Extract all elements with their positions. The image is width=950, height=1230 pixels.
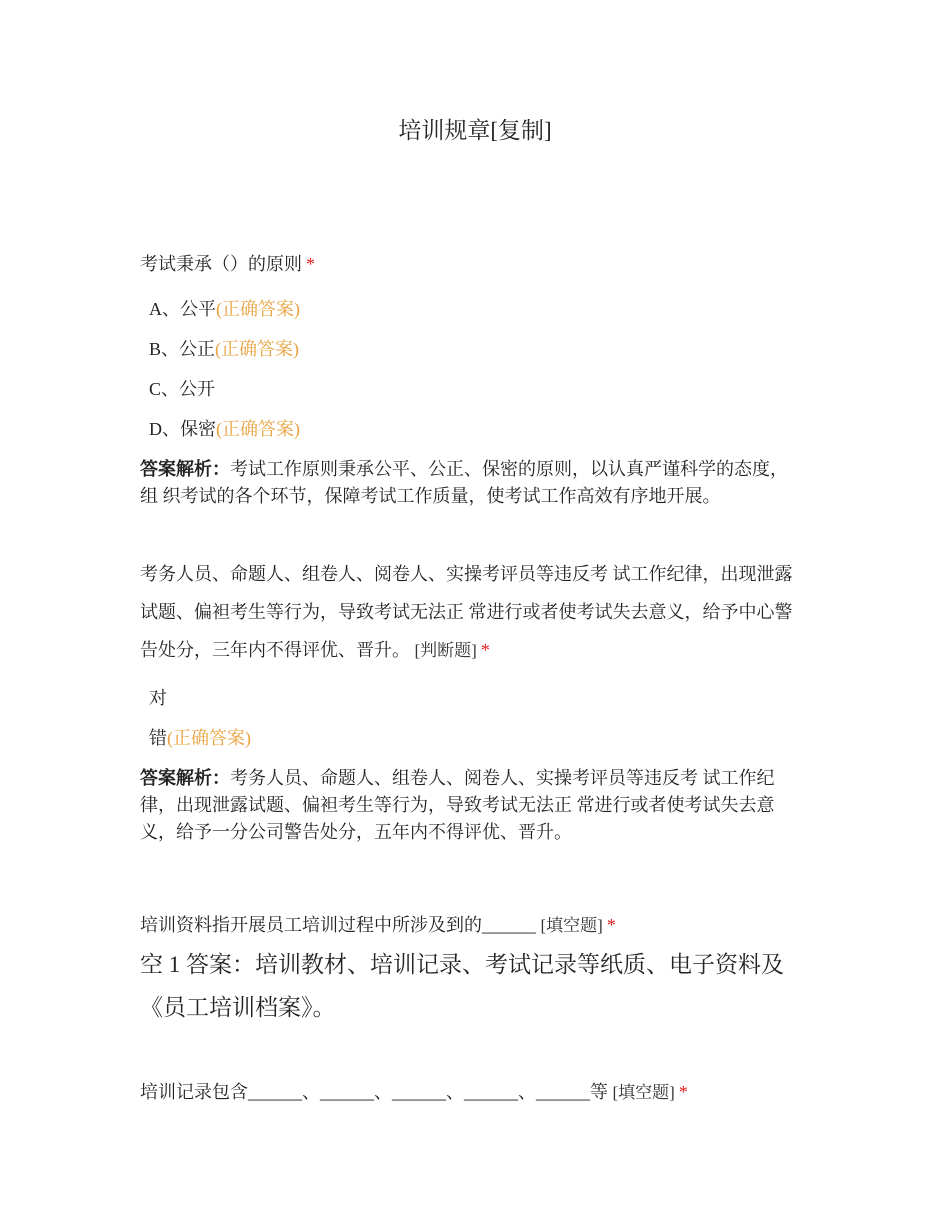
question-text: 培训记录包含______、______、______、______、______等 [填空题] * bbox=[140, 1082, 688, 1102]
fill-blank-answer: 空 1 答案：培训教材、培训记录、考试记录等纸质、电子资料及《员工培训档案》。 bbox=[140, 952, 784, 1020]
analysis-label: 答案解析： bbox=[140, 768, 230, 788]
correct-answer-mark: (正确答案) bbox=[215, 339, 300, 359]
required-mark: * bbox=[678, 1082, 688, 1102]
correct-answer-mark: (正确答案) bbox=[216, 419, 300, 439]
question-4 bbox=[140, 1079, 805, 1106]
question-type-tag: [填空题] bbox=[540, 916, 603, 935]
option-true[interactable]: 对 bbox=[149, 688, 167, 708]
question-2 bbox=[140, 555, 805, 846]
question-type-tag: [填空题] bbox=[612, 1083, 675, 1102]
required-mark: * bbox=[606, 915, 616, 935]
required-mark: * bbox=[480, 640, 490, 660]
option-false[interactable]: 错(正确答案) bbox=[149, 728, 251, 748]
option-list bbox=[140, 289, 805, 449]
answer-analysis: 答案解析：考务人员、命题人、组卷人、阅卷人、实操考评员等违反考 试工作纪律，出现泄露试题、偏袒考生等行为，导致考试无法正 常进行或者使考试失去意义，给予一分公司警告处分，五年内不得评优、晋升。 bbox=[140, 768, 775, 842]
question-1 bbox=[140, 251, 805, 510]
option-d[interactable]: D、保密(正确答案) bbox=[149, 419, 300, 439]
question-text: 考试秉承（）的原则 * bbox=[140, 254, 315, 274]
question-text: 考务人员、命题人、组卷人、阅卷人、实操考评员等违反考 试工作纪律，出现泄露试题、偏袒考生等行为，导致考试无法正 常进行或者使考试失去意义，给予中心警告处分，三年内不得评优、晋升。 [判断题] * bbox=[140, 564, 793, 660]
survey-title: 培训规章[复制] bbox=[398, 118, 552, 143]
option-list bbox=[140, 678, 805, 758]
question-3 bbox=[140, 912, 805, 1029]
option-b[interactable]: B、公正(正确答案) bbox=[149, 339, 300, 359]
required-mark: * bbox=[306, 254, 315, 274]
option-c[interactable]: C、公开 bbox=[149, 379, 216, 399]
answer-analysis: 答案解析：考试工作原则秉承公平、公正、保密的原则，以认真严谨科学的态度，组 织考试的各个环节，保障考试工作质量，使考试工作高效有序地开展。 bbox=[140, 459, 788, 506]
correct-answer-mark: (正确答案) bbox=[216, 299, 300, 319]
correct-answer-mark: (正确答案) bbox=[167, 728, 251, 748]
question-text: 培训资料指开展员工培训过程中所涉及到的______ [填空题] * bbox=[140, 915, 616, 935]
analysis-label: 答案解析： bbox=[140, 459, 230, 479]
question-type-tag: [判断题] bbox=[414, 641, 477, 660]
option-a[interactable]: A、公平(正确答案) bbox=[149, 299, 300, 319]
